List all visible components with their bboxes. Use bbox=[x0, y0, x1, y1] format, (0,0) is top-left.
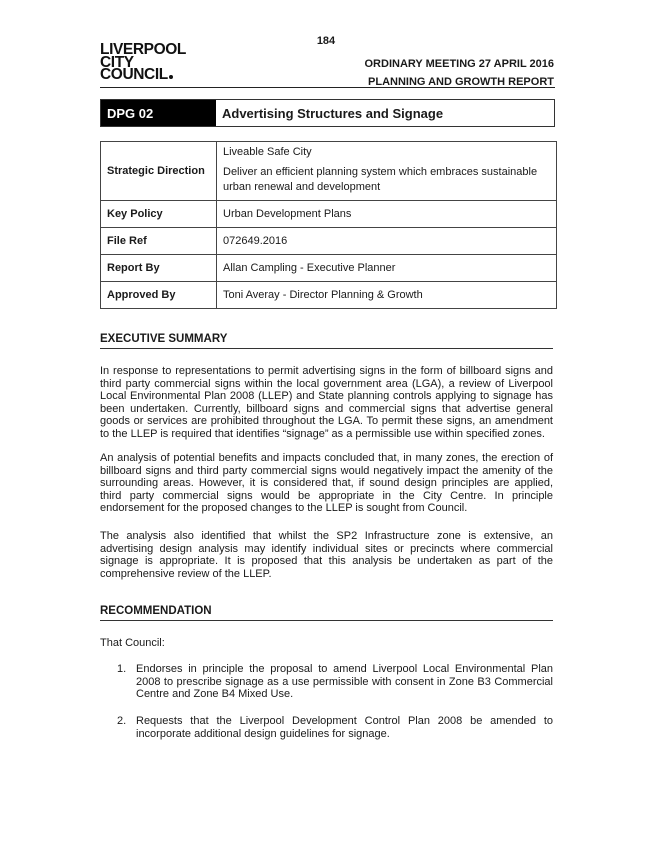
table-row bbox=[101, 142, 557, 201]
report-header bbox=[365, 55, 555, 91]
list-item bbox=[117, 663, 553, 701]
executive-summary-heading: EXECUTIVE SUMMARY bbox=[100, 333, 553, 349]
list-item-text: Requests that the Liverpool Development Control Plan 2008 be amended to incorporate additional design guidelines for signage. bbox=[136, 715, 553, 740]
table-row bbox=[101, 201, 557, 228]
logo-dot-icon bbox=[169, 75, 173, 79]
strategic-direction-line-1: Liveable Safe City bbox=[223, 146, 312, 158]
meeting-title: ORDINARY MEETING 27 APRIL 2016 bbox=[364, 58, 554, 70]
header-rule bbox=[100, 87, 555, 88]
page-number: 184 bbox=[316, 35, 336, 47]
logo-line-3: COUNCIL bbox=[100, 66, 168, 83]
key-policy-value: Urban Development Plans bbox=[217, 201, 557, 228]
report-info-table bbox=[100, 141, 557, 309]
list-item-number: 1. bbox=[117, 663, 127, 675]
recommendation-intro: That Council: bbox=[100, 637, 165, 649]
table-row bbox=[101, 228, 557, 255]
report-title: PLANNING AND GROWTH REPORT bbox=[368, 76, 554, 88]
summary-paragraph-1: In response to representations to permit advertising signs in the form of billboard signs and third party commercial signs within the local government area (LGA), a review of Liverpool Local Environmental Plan 2008 (LLEP) and State planning controls applying to signage has been undertaken. Currently, billboard signs and commercial signs that advertise general goods or services are prohibited throughout the LGA. To permit these signs, an amendment to the LLEP is required that identifies “signage” as a permissible use within specified zones. bbox=[100, 365, 553, 440]
table-row bbox=[101, 255, 557, 282]
summary-paragraph-2: An analysis of potential benefits and impacts concluded that, in many zones, the erection of billboard signs and third party commercial signs would negatively impact the amenity of the surrounding areas. However, it is considered that, if sound design principles are applied, third party commercial signs would be appropriate in the City Centre. In principle endorsement for the proposed changes to the LLEP is sought from Council. bbox=[100, 452, 553, 515]
list-item-number: 2. bbox=[117, 715, 127, 727]
file-ref-value: 072649.2016 bbox=[217, 228, 557, 255]
item-title-box bbox=[100, 99, 555, 127]
item-code: DPG 02 bbox=[101, 100, 216, 126]
key-policy-label: Key Policy bbox=[101, 201, 217, 228]
strategic-direction-value bbox=[217, 142, 557, 201]
list-item bbox=[117, 715, 553, 740]
list-item-text: Endorses in principle the proposal to amend Liverpool Local Environmental Plan 2008 to prescribe signage as a use permissible with consent in Zone B3 Commercial Centre and Zone B4 Mixed Use. bbox=[136, 663, 553, 701]
file-ref-label: File Ref bbox=[101, 228, 217, 255]
table-row bbox=[101, 282, 557, 309]
report-by-label: Report By bbox=[101, 255, 217, 282]
item-title: Advertising Structures and Signage bbox=[222, 105, 444, 121]
logo-line-1: LIVERPOOL bbox=[100, 41, 186, 58]
recommendation-heading: RECOMMENDATION bbox=[100, 605, 553, 621]
logo-line-2: CITY bbox=[100, 53, 134, 71]
strategic-direction-label: Strategic Direction bbox=[101, 142, 217, 201]
council-logo bbox=[100, 41, 186, 83]
summary-paragraph-3: The analysis also identified that whilst the SP2 Infrastructure zone is extensive, an advertising design analysis may identify individual sites or precincts where commercial signage is appropriate. It is proposed that this analysis be undertaken as part of the comprehensive review of the LLEP. bbox=[100, 530, 553, 580]
strategic-direction-line-2: Deliver an efficient planning system which embraces sustainable urban renewal and development bbox=[223, 166, 538, 193]
approved-by-label: Approved By bbox=[101, 282, 217, 309]
approved-by-value: Toni Averay - Director Planning & Growth bbox=[217, 282, 557, 309]
report-by-value: Allan Campling - Executive Planner bbox=[217, 255, 557, 282]
